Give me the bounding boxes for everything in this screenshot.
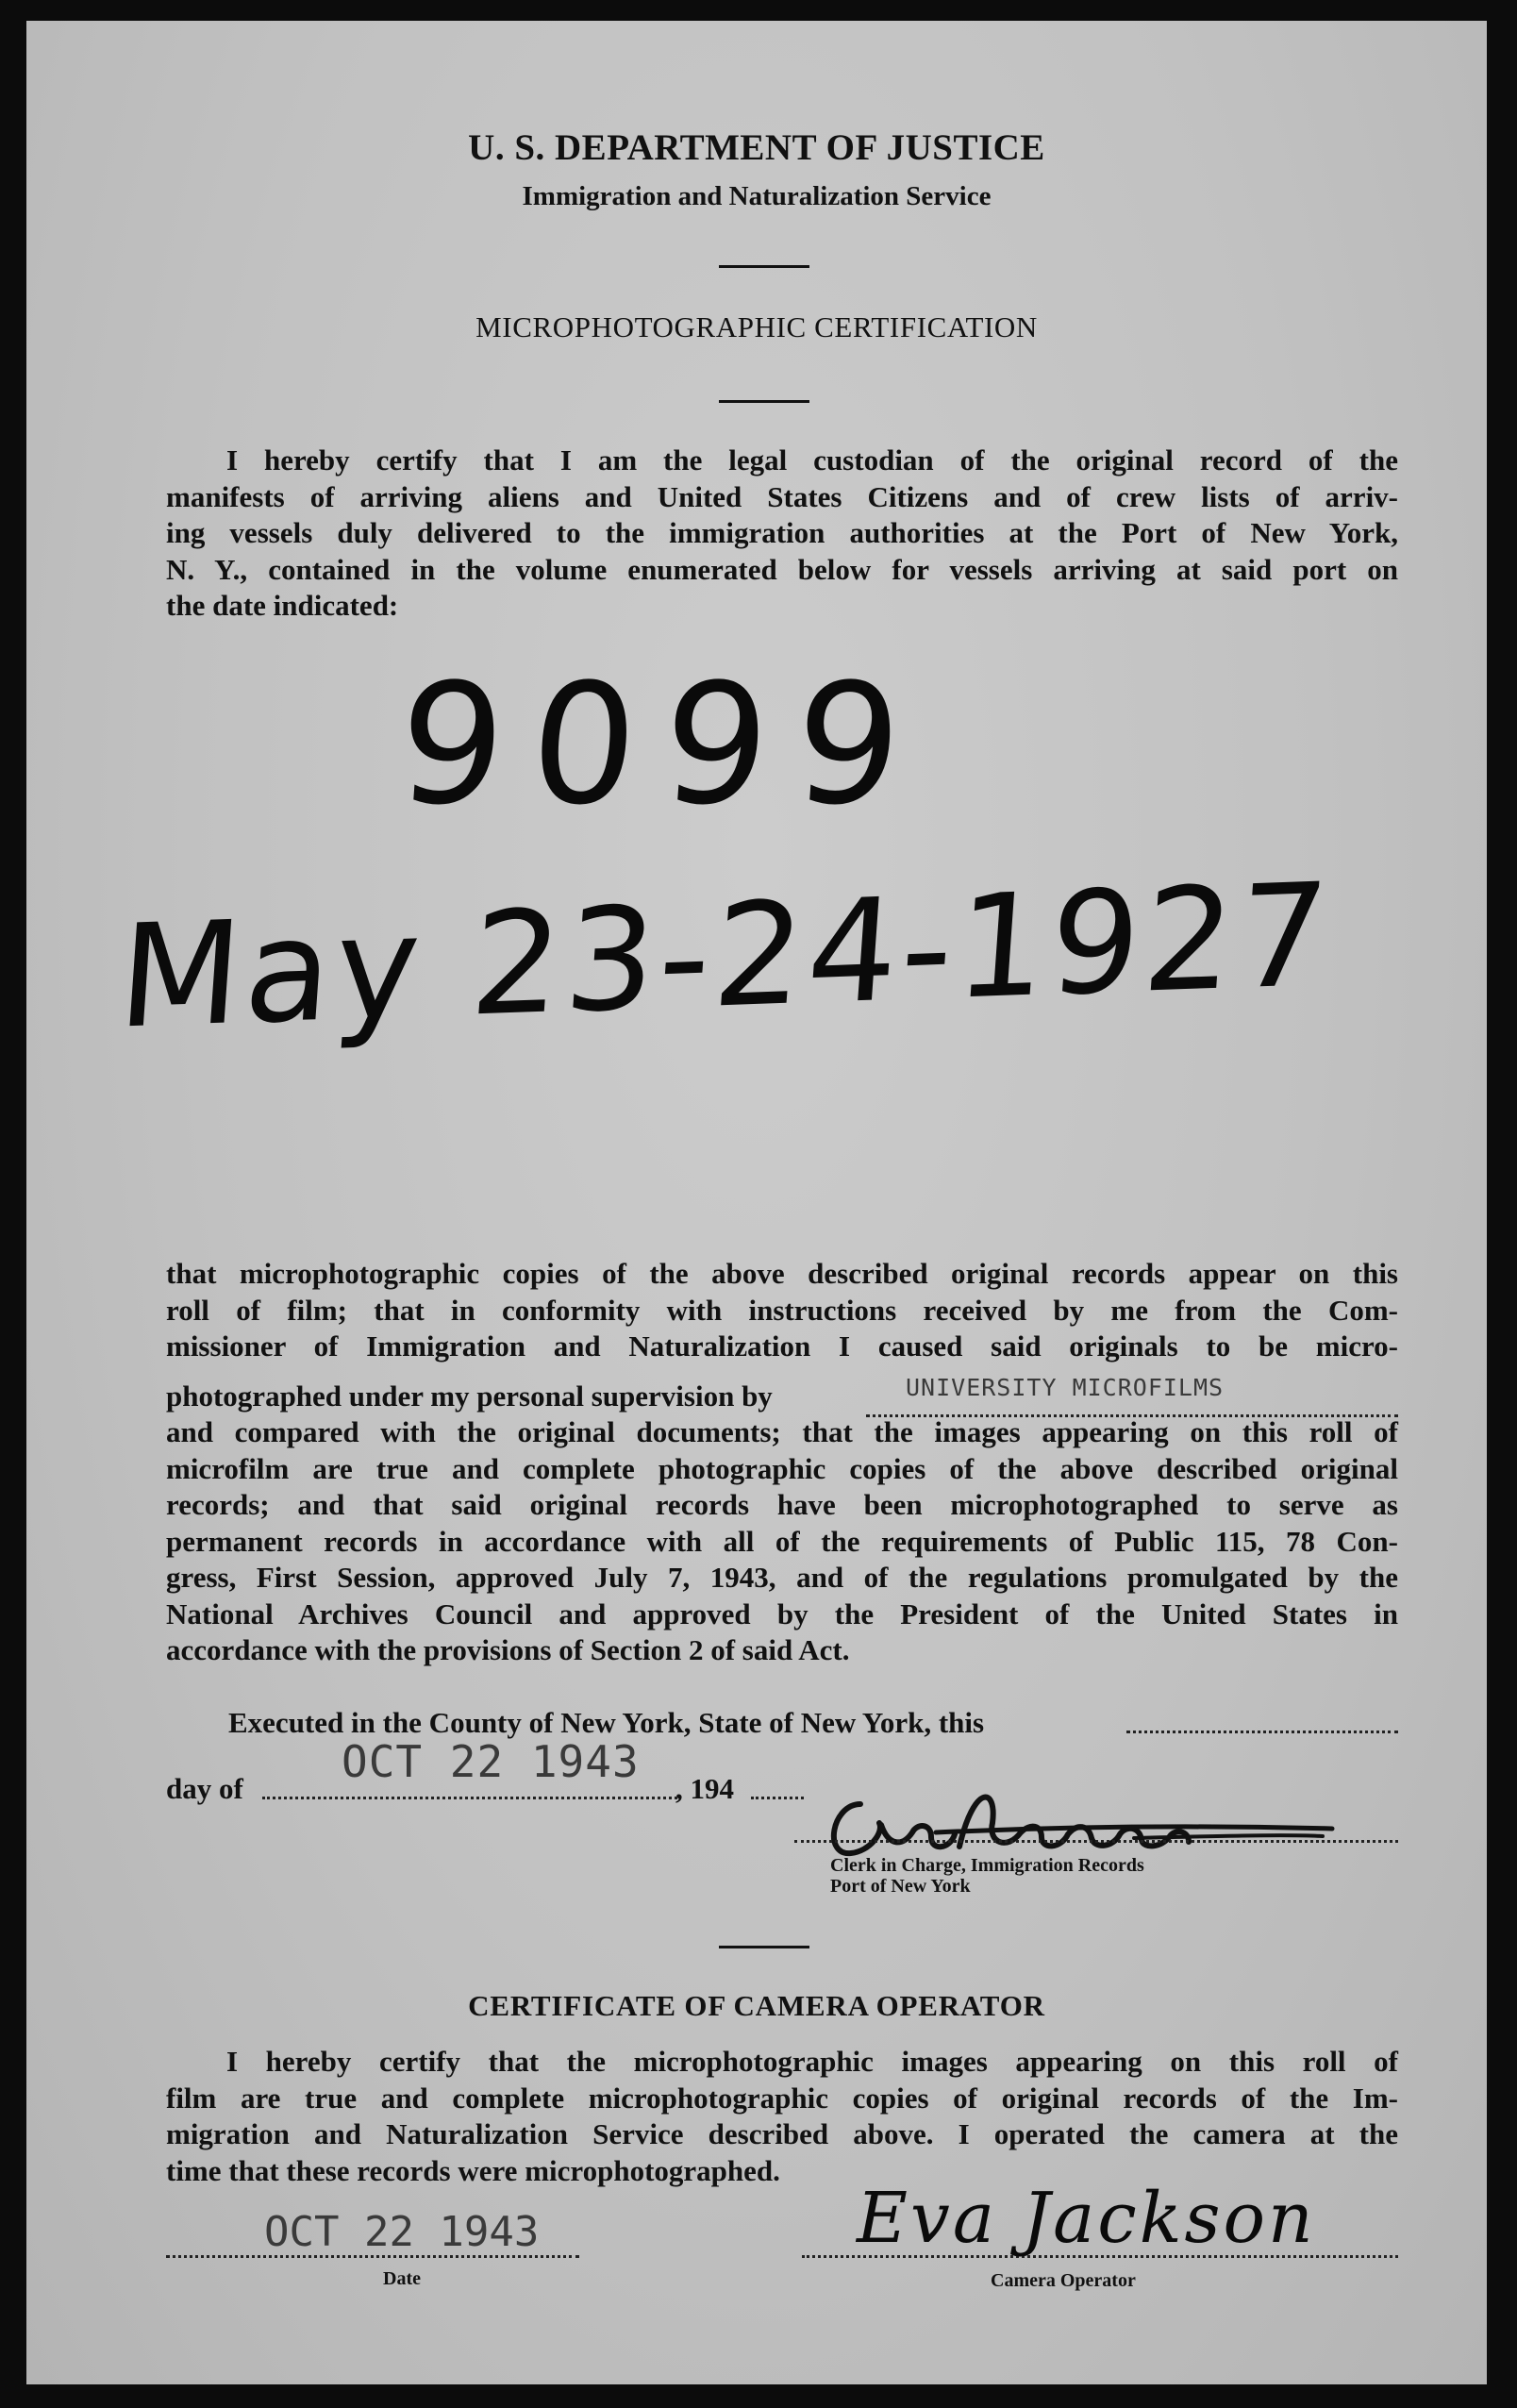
executed-date-stamp: OCT 22 1943 xyxy=(342,1736,640,1787)
body-line: microfilm are true and complete photographic copies of the above described original xyxy=(166,1451,1398,1485)
camera-date-stamp: OCT 22 1943 xyxy=(264,2208,540,2256)
body-line: missioner of Immigration and Naturalization I caused said originals to be micro- xyxy=(166,1329,1398,1363)
clerk-title-line1: Clerk in Charge, Immigration Records xyxy=(830,1855,1144,1876)
operator-signature: Eva Jackson xyxy=(857,2178,1316,2259)
certification-title: MICROPHOTOGRAPHIC CERTIFICATION xyxy=(475,310,1038,343)
clerk-title-line2: Port of New York xyxy=(830,1876,971,1897)
operator-label: Camera Operator xyxy=(991,2270,1136,2291)
divider-rule xyxy=(719,400,809,403)
body-line: that microphotographic copies of the above described original records appear on this xyxy=(166,1257,1398,1290)
intro-line: N. Y., contained in the volume enumerated below for vessels arriving at said port on xyxy=(166,552,1398,586)
body-paragraph xyxy=(166,1256,1398,1669)
executed-line: Executed in the County of New York, State of New York, this xyxy=(228,1706,985,1739)
day-of-label: day of xyxy=(166,1772,243,1805)
camera-line: I hereby certify that the microphotographic images appearing on this roll of xyxy=(226,2045,1398,2078)
body-line: permanent records in accordance with all of the requirements of Public 115, 78 Con- xyxy=(166,1524,1398,1558)
body-line: gress, First Session, approved July 7, 1943, and of the regulations promulgated by the xyxy=(166,1561,1398,1594)
handwritten-arrival-dates: May 23-24-1927 xyxy=(113,853,1338,1061)
handwritten-volume-number: 9099 xyxy=(392,648,935,842)
certificate-sheet xyxy=(26,21,1487,2384)
supervision-dotted-line xyxy=(866,1414,1398,1417)
divider-rule xyxy=(719,265,809,268)
clerk-dotted-line xyxy=(794,1840,1398,1843)
intro-line: the date indicated: xyxy=(166,589,399,622)
executed-dotted-line xyxy=(1126,1731,1398,1733)
intro-line: ing vessels duly delivered to the immigration authorities at the Port of New York, xyxy=(166,516,1398,549)
body-line: and compared with the original documents; that the images appearing on this roll of xyxy=(166,1415,1398,1448)
intro-line: manifests of arriving aliens and United States Citizens and of crew lists of arriv- xyxy=(166,479,1398,513)
body-line: records; and that said original records have been microphotographed to serve as xyxy=(166,1488,1398,1521)
date-label: Date xyxy=(383,2268,421,2289)
body-line: accordance with the provisions of Section 2 of said Act. xyxy=(166,1633,850,1666)
supervision-stamp: UNIVERSITY MICROFILMS xyxy=(906,1374,1225,1401)
camera-line: time that these records were microphotographed. xyxy=(166,2153,780,2187)
year-prefix: , 194 xyxy=(675,1772,734,1805)
service-subheading: Immigration and Naturalization Service xyxy=(522,181,992,211)
body-line: National Archives Council and approved by the President of the United States in xyxy=(166,1597,1398,1630)
camera-certificate-title: CERTIFICATE OF CAMERA OPERATOR xyxy=(468,1989,1045,2022)
divider-rule xyxy=(719,1946,809,1948)
intro-paragraph xyxy=(166,443,1398,625)
intro-line: I hereby certify that I am the legal custodian of the original record of the xyxy=(226,443,1398,477)
camera-paragraph xyxy=(166,2044,1398,2189)
body-line: roll of film; that in conformity with instructions received by me from the Com- xyxy=(166,1293,1398,1327)
body-line: photographed under my personal supervision by xyxy=(166,1379,773,1413)
day-dotted-line xyxy=(262,1797,677,1799)
camera-line: film are true and complete microphotographic copies of original records of the Im- xyxy=(166,2081,1398,2115)
agency-heading: U. S. DEPARTMENT OF JUSTICE xyxy=(468,127,1045,168)
camera-line: migration and Naturalization Service described above. I operated the camera at the xyxy=(166,2117,1398,2150)
